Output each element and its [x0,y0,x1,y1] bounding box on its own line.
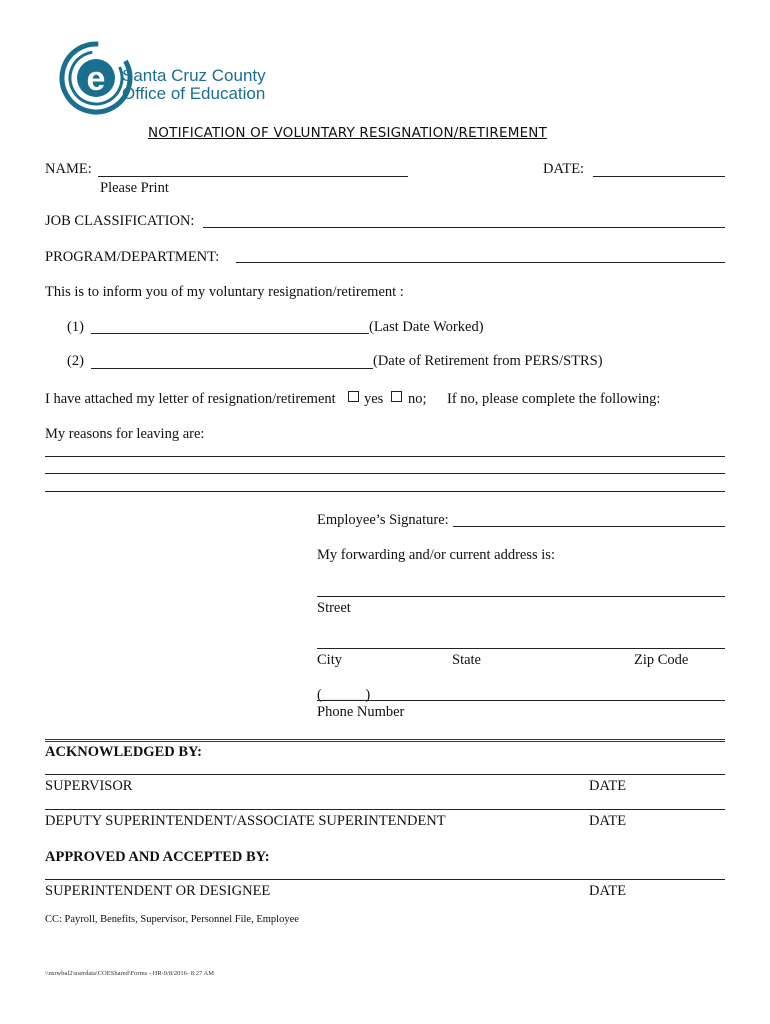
name-line[interactable] [98,176,408,177]
reasons-line-2[interactable] [45,473,725,474]
cc-list: CC: Payroll, Benefits, Supervisor, Personnel File, Employee [45,914,299,925]
signature-label: Employee’s Signature: [317,512,449,528]
footer-path: \\nsrwbal2\userdata\COEShared\Forms - HR-9/8/2016- 8:27 AM [45,970,214,977]
superintendent-line[interactable] [45,879,725,880]
city-state-zip-line[interactable] [317,648,725,649]
supervisor-line[interactable] [45,774,725,775]
page-title: NOTIFICATION OF VOLUNTARY RESIGNATION/RETIREMENT [148,125,548,141]
program-department-line[interactable] [236,262,725,263]
phone-label: Phone Number [317,704,405,720]
program-department-label: PROGRAM/DEPARTMENT: [45,249,220,265]
date-line[interactable] [593,176,725,177]
phone-line[interactable] [317,700,725,701]
address-label: My forwarding and/or current address is: [317,547,555,563]
job-classification-line[interactable] [203,227,725,228]
item1-number: (1) [67,319,84,335]
superintendent-date-label: DATE [589,883,627,899]
phone-area-code: (______) [317,687,371,703]
reasons-line-3[interactable] [45,491,725,492]
attached-followup: If no, please complete the following: [447,391,661,407]
deputy-label: DEPUTY SUPERINTENDENT/ASSOCIATE SUPERINTENDENT [45,813,446,829]
name-label: NAME: [45,161,92,177]
retirement-date-line[interactable] [91,368,373,369]
street-label: Street [317,600,351,616]
logo-letter: e [86,60,106,98]
inform-text: This is to inform you of my voluntary resignation/retirement : [45,284,404,300]
yes-label: yes [364,391,384,407]
supervisor-date-label: DATE [589,778,627,794]
org-name-line1: Santa Cruz County [122,66,266,85]
item1-label: (Last Date Worked) [369,319,484,335]
logo [58,40,298,120]
reasons-label: My reasons for leaving are: [45,426,205,442]
no-label: no; [408,391,427,407]
item2-label: (Date of Retirement from PERS/STRS) [373,353,603,369]
city-label: City [317,652,342,668]
reasons-line-1[interactable] [45,456,725,457]
name-hint: Please Print [100,180,169,196]
section-divider [45,739,725,742]
zip-label: Zip Code [634,652,689,668]
state-label: State [452,652,481,668]
attached-letter-text: I have attached my letter of resignation/retirement [45,391,336,407]
deputy-line[interactable] [45,809,725,810]
org-name-line2: Office of Education [122,84,266,103]
street-line[interactable] [317,596,725,597]
item2-number: (2) [67,353,84,369]
job-classification-label: JOB CLASSIFICATION: [45,213,195,229]
no-checkbox[interactable] [391,391,402,402]
acknowledged-heading: ACKNOWLEDGED BY: [45,744,202,760]
superintendent-label: SUPERINTENDENT OR DESIGNEE [45,883,271,899]
yes-checkbox[interactable] [348,391,359,402]
last-date-worked-line[interactable] [91,333,369,334]
approved-heading: APPROVED AND ACCEPTED BY: [45,849,270,865]
signature-line[interactable] [453,526,725,527]
deputy-date-label: DATE [589,813,627,829]
supervisor-label: SUPERVISOR [45,778,133,794]
date-label: DATE: [543,161,585,177]
